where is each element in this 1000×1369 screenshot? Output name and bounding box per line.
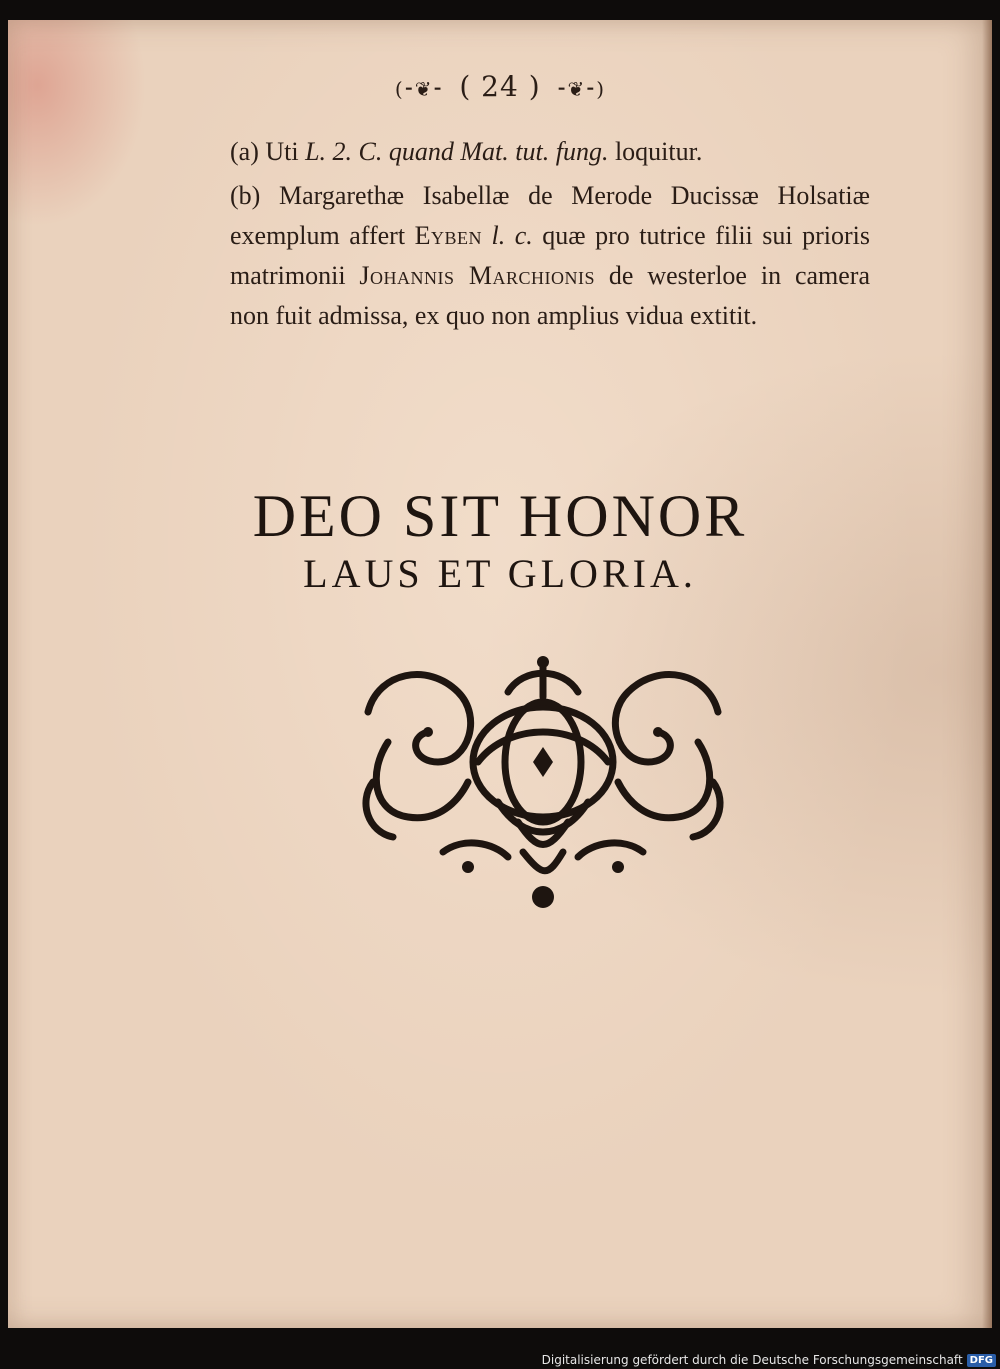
credit-text: Digitalisierung gefördert durch die Deutsche Forschungsgemeinschaft — [541, 1353, 963, 1367]
footnote-ref: (a) — [230, 137, 259, 166]
footnote-citation: L. 2. C. quand Mat. tut. fung. — [305, 137, 609, 166]
closing-doxology — [8, 482, 992, 598]
right-ornament-icon: ⁃❦⁃) — [556, 76, 606, 101]
footnote-citation: l. c. — [491, 221, 533, 250]
digitization-credit — [542, 1353, 996, 1367]
footnote-text: quæ pro tutrice filii sui prioris matrimonii — [230, 221, 871, 290]
book-page — [8, 20, 992, 1328]
closing-line-1: DEO SIT HONOR — [252, 483, 748, 549]
bleed-through-text — [338, 880, 858, 922]
closing-line-2: LAUS ET GLORIA. — [303, 551, 697, 596]
footnote-ref: (b) — [230, 181, 261, 210]
person-name: Johannis Marchionis — [359, 261, 596, 290]
footnote-text: Uti — [265, 137, 306, 166]
page-edge-shadow — [982, 20, 992, 1328]
footnotes — [230, 132, 870, 340]
page-number: ( 24 ) — [459, 70, 541, 103]
footnote-a — [230, 132, 870, 172]
author-name: Eyben — [414, 221, 482, 250]
footnote-text: de westerloe in camera non fuit admissa, ex quo non amplius vidua extitit. — [230, 261, 870, 330]
page-header — [8, 70, 992, 103]
dfg-logo-icon: DFG — [967, 1354, 996, 1367]
footnote-text: Margarethæ Isabellæ de Merode Ducissæ Holsatiæ exemplum affert — [230, 181, 870, 250]
left-ornament-icon: (⁃❦⁃ — [394, 76, 444, 101]
footnote-b — [230, 176, 870, 336]
footnote-text — [482, 221, 492, 250]
footnote-text: loquitur. — [608, 137, 703, 166]
